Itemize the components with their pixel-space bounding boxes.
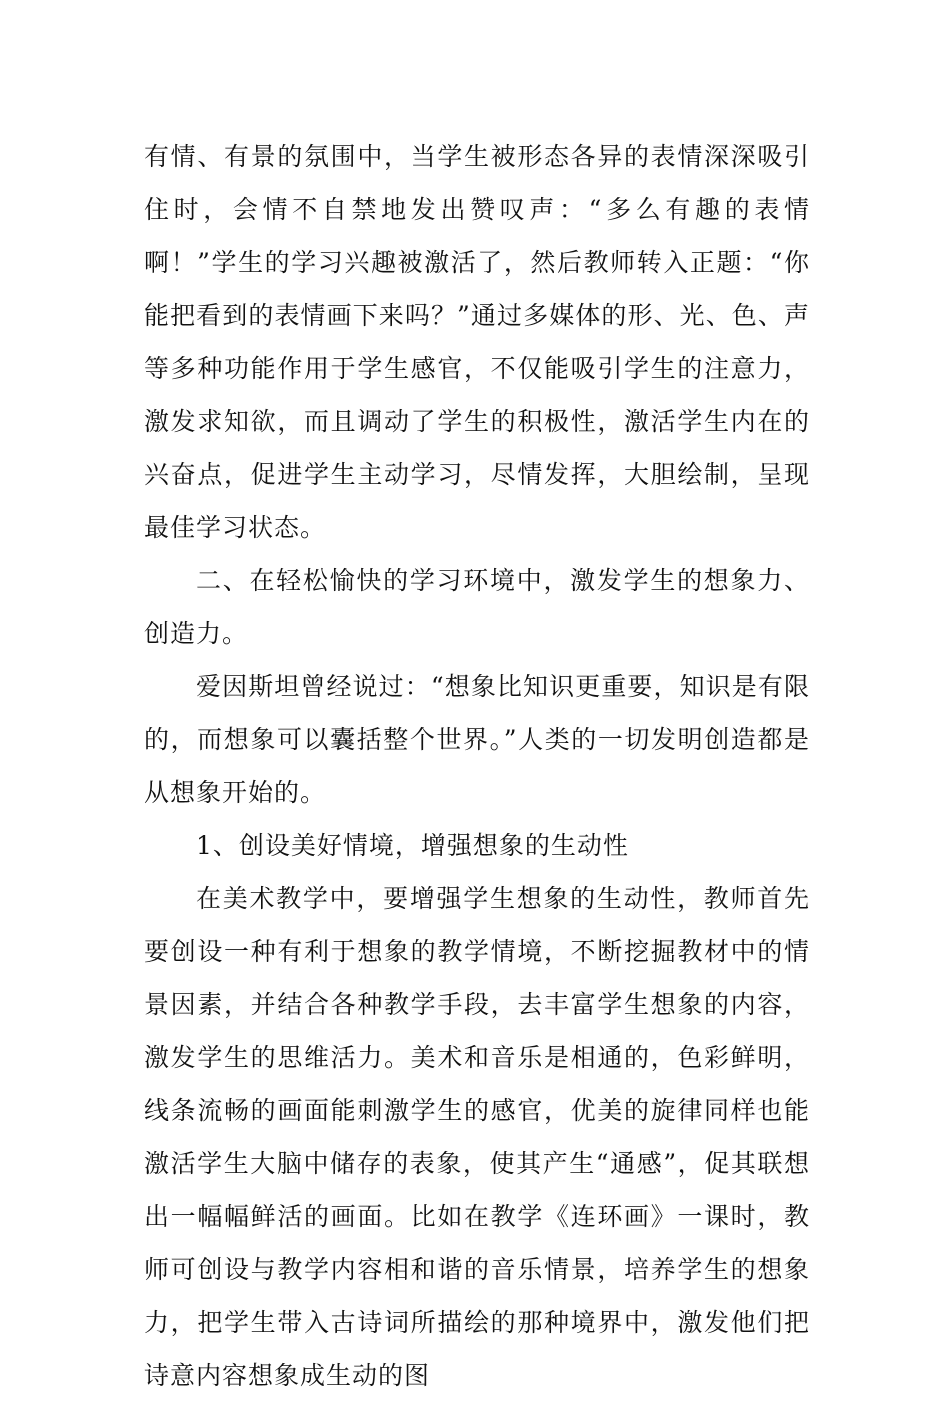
subsection-heading-one: 1、创设美好情境，增强想象的生动性 [196,831,629,860]
section-heading-two: 二、在轻松愉快的学习环境中，激发学生的想象力、创造力。 [144,566,810,648]
paragraph-art-teaching: 在美术教学中，要增强学生想象的生动性，教师首先要创设一种有利于想象的教学情境，不断挖掘教材中的情景因素，并结合各种教学手段，去丰富学生想象的内容，激发学生的思维活力。美术和音乐是相通的，色彩鲜明，线条流畅的画面能刺激学生的感官，优美的旋律同样也能激活学生大脑中储存的表象，使其产生“通感”，促其联想出一幅幅鲜活的画面。比如在教学《连环画》一课时，教师可创设与教学内容相和谐的音乐情景，培养学生的想象力，把学生带入古诗词所描绘的那种境界中，激发他们把诗意内容想象成生动的图 [144,884,810,1390]
document-body [144,130,810,1402]
paragraph-intro-continued: 有情、有景的氛围中，当学生被形态各异的表情深深吸引住时，会情不自禁地发出赞叹声：“多么有趣的表情啊！”学生的学习兴趣被激活了，然后教师转入正题：“你能把看到的表情画下来吗？”通过多媒体的形、光、色、声等多种功能作用于学生感官，不仅能吸引学生的注意力，激发求知欲，而且调动了学生的积极性，激活学生内在的兴奋点，促进学生主动学习，尽情发挥，大胆绘制，呈现最佳学习状态。 [144,142,810,542]
paragraph-einstein-quote: 爱因斯坦曾经说过：“想象比知识更重要，知识是有限的，而想象可以囊括整个世界。”人类的一切发明创造都是从想象开始的。 [144,672,810,807]
